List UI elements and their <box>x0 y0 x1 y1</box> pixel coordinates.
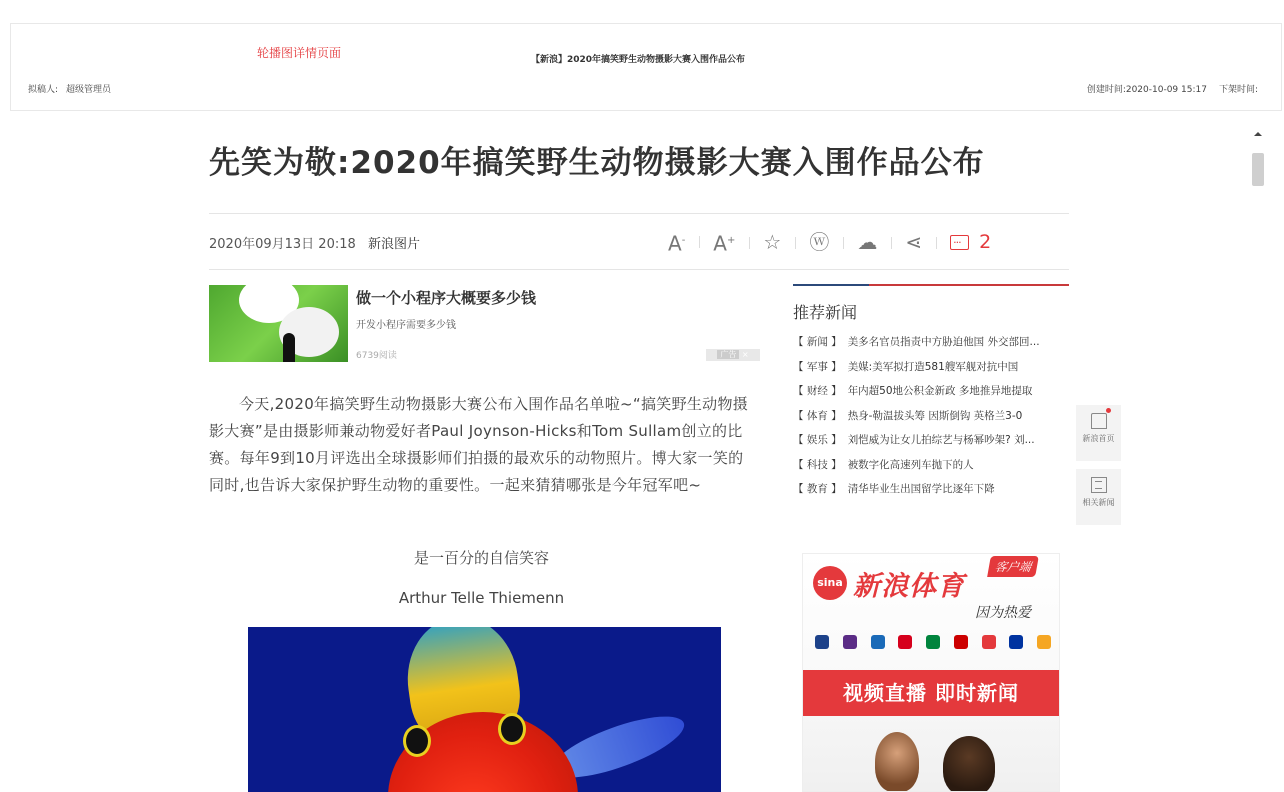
league-logo-icon <box>871 635 885 649</box>
drafter-info <box>28 82 111 95</box>
header-card <box>10 23 1282 111</box>
league-logos <box>815 632 1051 652</box>
rec-category: 【 娱乐 】 <box>793 434 842 446</box>
photographer-name: Arthur Telle Thiemenn <box>398 589 565 607</box>
detail-page-title: 轮播图详情页面 <box>257 46 342 60</box>
fish-eye <box>498 713 526 745</box>
scroll-up-arrow-icon[interactable] <box>1254 132 1262 136</box>
league-logo-icon <box>1037 635 1051 649</box>
sports-banner: 视频直播 即时新闻 <box>803 670 1059 716</box>
rec-category: 【 教育 】 <box>793 483 842 495</box>
client-tag: 客户端 <box>987 556 1039 577</box>
rec-text: 年内超50地公积金新政 多地推异地提取 <box>847 385 1033 397</box>
recommended-list <box>793 334 1078 506</box>
article-source[interactable]: 新浪图片 <box>368 237 421 252</box>
scroll-thumb[interactable] <box>1252 153 1264 186</box>
league-logo-icon <box>982 635 996 649</box>
recommended-item[interactable] <box>793 408 1078 433</box>
ad-title[interactable]: 做一个小程序大概要多少钱 <box>356 289 537 307</box>
recommended-item[interactable] <box>793 334 1078 359</box>
sports-app-ad[interactable] <box>802 553 1060 792</box>
divider <box>209 269 1069 270</box>
league-logo-icon <box>1009 635 1023 649</box>
rec-text: 被数字化高速列车抛下的人 <box>847 458 974 471</box>
vertical-scrollbar[interactable] <box>1250 128 1268 792</box>
document-icon <box>1091 477 1107 493</box>
article-photo <box>248 627 721 792</box>
font-increase-icon[interactable]: A+ <box>699 227 749 258</box>
rec-category: 【 体育 】 <box>793 409 842 422</box>
comment-icon <box>950 235 969 250</box>
ad-reads: 6739阅读 <box>356 351 397 361</box>
league-logo-icon <box>926 635 940 649</box>
photo-caption: 是一百分的自信笑容 <box>413 549 549 567</box>
rec-accent-line <box>869 284 1069 286</box>
league-logo-icon <box>954 635 968 649</box>
created-time: 创建时间:2020-10-09 15:17 <box>1086 85 1207 95</box>
rec-text: 美媒:美军拟打造581艘军舰对抗中国 <box>847 360 1019 373</box>
rec-text: 热身-勒温拔头筹 因斯倒钩 英格兰3-0 <box>847 409 1023 422</box>
league-logo-icon <box>815 635 829 649</box>
rec-accent-line <box>793 284 869 286</box>
rec-category: 【 军事 】 <box>793 360 842 373</box>
ad-image[interactable] <box>209 285 348 362</box>
home-icon <box>1091 413 1107 429</box>
player-photo <box>875 732 919 792</box>
rec-category: 【 新闻 】 <box>793 336 842 348</box>
rec-category: 【 科技 】 <box>793 458 842 471</box>
sports-slogan: 因为热爱 <box>975 605 1031 621</box>
wechat-icon[interactable]: ☁ <box>843 228 891 256</box>
league-logo-icon <box>898 635 912 649</box>
article-date: 2020年09月13日 20:18 <box>209 237 356 252</box>
rec-text: 刘恺威为让女儿拍综艺与杨幂吵架? 刘... <box>847 434 1035 446</box>
recommended-title: 推荐新闻 <box>793 303 858 322</box>
rec-text: 美多名官员指责中方胁迫他国 外交部回... <box>847 336 1040 348</box>
recommended-item[interactable] <box>793 432 1078 457</box>
player-photo <box>943 736 995 792</box>
ad-mark-label: 广告 <box>717 350 739 359</box>
sina-logo-icon: sina <box>813 566 847 600</box>
sports-app-name: 新浪体育 <box>853 571 965 602</box>
recommended-item[interactable] <box>793 481 1078 506</box>
recommended-item[interactable] <box>793 457 1078 482</box>
sina-home-label: 新浪首页 <box>1082 434 1115 443</box>
comment-count: 2 <box>979 231 992 253</box>
rec-text: 清华毕业生出国留学比逐年下降 <box>847 483 995 495</box>
drafter-label: 拟稿人: <box>28 85 59 95</box>
sina-home-button[interactable] <box>1076 405 1121 461</box>
weibo-icon[interactable]: ⓦ <box>795 228 843 256</box>
rec-category: 【 财经 】 <box>793 385 842 397</box>
offline-time: 下架时间: <box>1218 85 1258 95</box>
ad-badge[interactable]: 广告 × <box>706 349 760 361</box>
article-toolbar <box>668 228 1005 256</box>
share-icon[interactable]: ⋖ <box>891 228 936 256</box>
star-icon[interactable]: ☆ <box>749 228 795 256</box>
league-logo-icon <box>843 635 857 649</box>
meta-info <box>1087 82 1258 95</box>
players-image <box>863 722 1013 792</box>
font-increase-glyph: A <box>713 231 727 256</box>
comment-button[interactable] <box>936 228 1005 256</box>
news-head-title: 【新浪】2020年搞笑野生动物摄影大赛入围作品公布 <box>531 55 746 65</box>
drafter-name: 超级管理员 <box>66 85 112 95</box>
fish-eye <box>403 725 431 757</box>
related-news-label: 相关新闻 <box>1082 498 1115 507</box>
divider <box>209 213 1069 214</box>
recommended-item[interactable] <box>793 383 1078 408</box>
font-decrease-icon[interactable]: A- <box>668 231 686 256</box>
person-silhouette <box>283 333 295 362</box>
ad-subtitle: 开发小程序需要多少钱 <box>356 320 456 331</box>
notification-dot <box>1106 408 1111 413</box>
article-paragraph: 今天,2020年搞笑野生动物摄影大赛公布入围作品名单啦~“搞笑野生动物摄影大赛”是由摄影师兼动物爱好者Paul Joynson-Hicks和Tom Sullam创立的比赛。每年9到10月评选出全球摄影师们拍摄的最欢乐的动物照片。博大家一笑的同时,也告诉大家保护野生动物的重要性。一起来猜猜哪张是今年冠军吧~ <box>209 395 749 494</box>
recommended-item[interactable] <box>793 359 1078 384</box>
font-decrease-glyph: A <box>668 231 682 256</box>
related-news-button[interactable] <box>1076 469 1121 525</box>
article-title: 先笑为敬:2020年搞笑野生动物摄影大赛入围作品公布 <box>209 145 985 181</box>
